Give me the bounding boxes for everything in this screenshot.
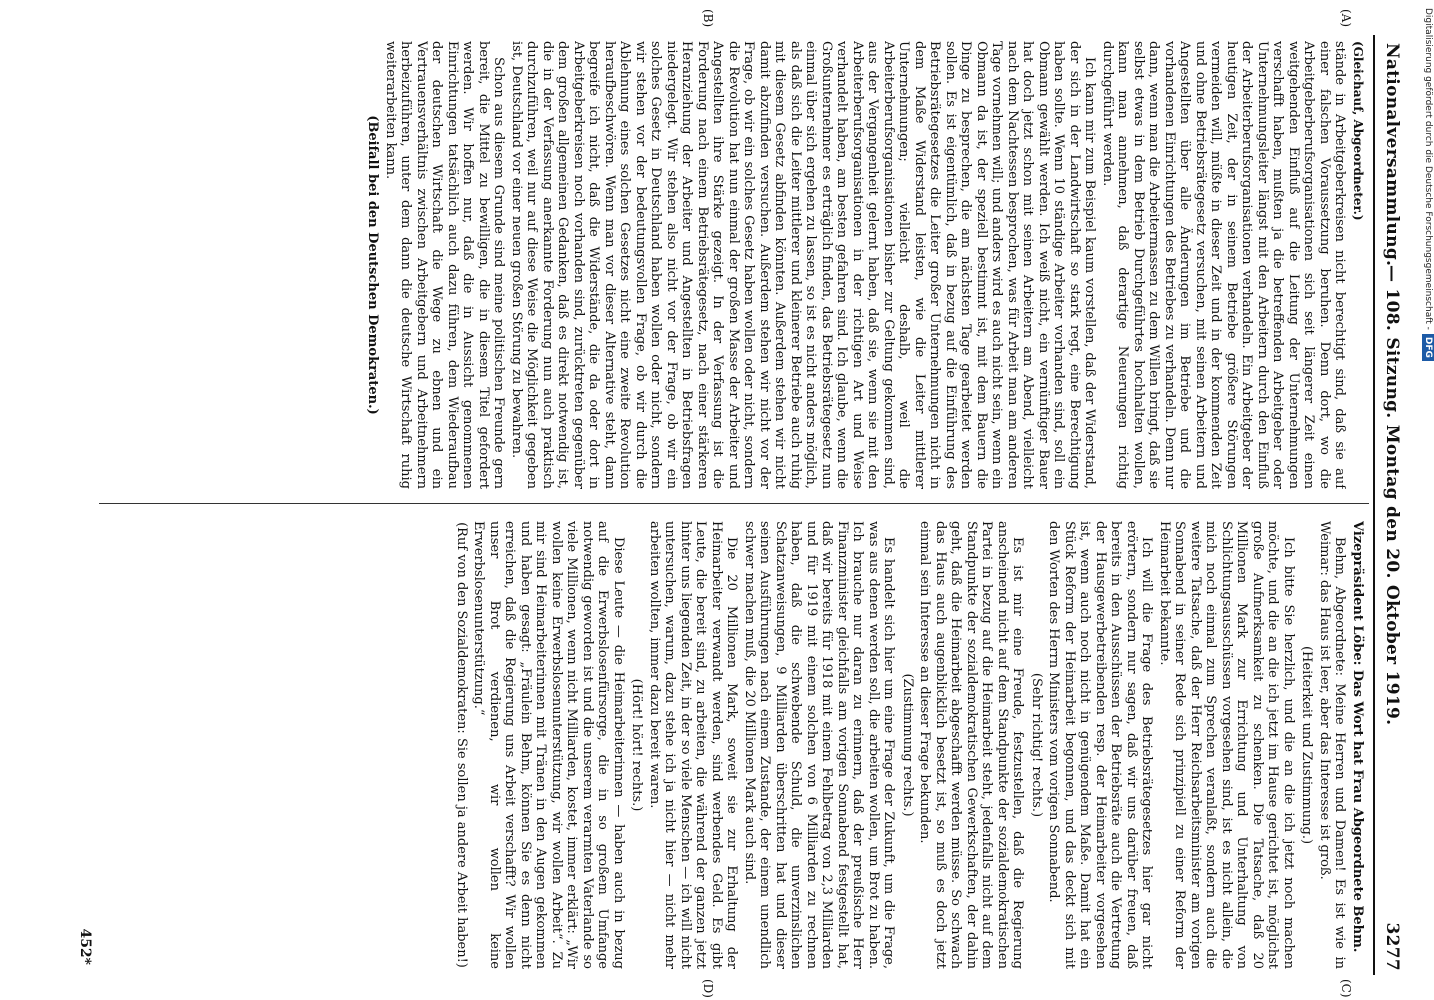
rotated-newspaper-page — [55, 9, 1405, 998]
page-signature: 452* — [77, 928, 93, 965]
right-paragraph-3: Es ist mir eine Freude, festzustellen, daß die Regierung anscheinend nicht auf dem Standpunkte der sozialdemokratischen Partei in bezug auf die Heimarbeit steht, jedenfalls nicht auf dem Standpunkte der sozialdemokratischen Gewerkschaften, der dahin geht, daß die Heimarbeit abgeschafft werden müsse. So schwach das Haus auch augenblicklich besetzt ist, so muß es doch jetzt einmal sein Interesse an dieser Frage bekunden. — [917, 521, 1026, 969]
behm-intro: Behm, Abgeordnete: Meine Herren und Damen! Es ist wie in Weimar: das Haus ist leer, aber das Interesse ist groß. — [1317, 521, 1348, 969]
dfg-credit-text-wrap — [1422, 8, 1434, 998]
interjection-1: (Heiterkeit und Zustimmung.) — [1299, 645, 1315, 845]
margin-letter-d: (D) — [701, 979, 715, 998]
left-closing-note: (Beifall bei den Deutschen Demokraten.) — [365, 115, 381, 415]
column-divider — [99, 503, 1369, 504]
margin-letter-b: (B) — [701, 9, 715, 28]
interjection-5: (Ruf von den Sozialdemokraten: Sie sollen ja andere Arbeit haben!) — [454, 522, 469, 968]
header-left: Nationalversammlung. — [1382, 43, 1402, 267]
header-center: — 108. Sitzung. Montag den 20. Oktober 1919. — [1382, 265, 1402, 726]
interjection-4: (Hört! hört! rechts.) — [629, 678, 645, 812]
left-paragraph-1: stände in Arbeitgeberkreisen nicht berechtigt sind, daß sie auf einer falschen Voraussetzung beruhen. Denn dort, wo die Arbeitgeberberufsorganisationen sich seit längerer Zeit einen weitgehenden Einfluß auf die Leitung der Unternehmungen verschafft haben, mußten ja die betreffenden Arbeitgeber oder Unternehmungsleiter längst mit den Arbeitern durch den Einfluß der Arbeiterberufsorganisationen verhandeln. Ein Arbeitgeber der heutigen Zeit, der in seinem Betriebe größere Störungen vermeiden will, müßte in dieser Zeit und in der kommenden Zeit und ohne Betriebsrätegesetz versuchen, mit seinen Arbeitern und Angestellten über alle Änderungen im Betriebe und die vorhandenen Einrichtungen des Betriebes zu verhandeln. Denn nur dann, wenn man die Arbeitermassen zu dem Willen bringt, daß sie selbst etwas in dem Betrieb Durchgeführtes hochhalten wollen, kann man annehmen, daß derartige Neuerungen richtig durchgeführt werden. — [1100, 41, 1348, 489]
right-paragraph-6: Diese Leute — die Heimarbeiterinnen — haben auch in bezug auf die Erwerbslosenfürsorge, die in so großem Umfange notwendig geworden ist und die unserem verarmten Vaterlande so viele Millionen, wenn nicht Milliarden, kostet, immer erklärt: „Wir wollen keine Erwerbslosenunterstützung, wir wollen Arbeit“. Zu mir sind Heimarbeiterinnen mit Tränen in den Augen gekommen und haben gesagt: „Fräulein Behm, können Sie es denn nicht erreichen, daß die Regierung uns Arbeit verschafft? Wir wollen unser Brot verdienen, wir wollen keine Erwerbslosenunterstützung.“ — [471, 521, 626, 969]
page-number: 3277 — [1382, 922, 1402, 971]
right-paragraph-4: Es handelt sich hier um eine Frage der Zukunft, um die Frage, was aus denen werden soll, die arbeiten wollen, um Brot zu haben. Ich brauche nur daran zu erinnern, daß der preußische Herr Finanzminister gleichfalls am vorigen Sonnabend festgestellt hat, daß wir bereits für 1918 mit einem Fehlbetrag von 2,3 Milliarden und für 1919 mit einem solchen von 6 Milliarden zu rechnen haben, daß die schwebende Schuld, die unverzinslichen Schatzanweisungen, 9 Milliarden überschritten hat und dieser seinen Ausführungen nach einem Zustande, der einem unendlich schwer machen muß, die 20 Millionen Mark auch sind. — [742, 521, 897, 969]
right-paragraph-1: Ich bitte Sie herzlich, und die an die ich jetzt noch machen möchte, und die an die ich jetzt im Hause gerichtet ist, möglichst große Aufmerksamkeit zu schenken. Die Tatsache, daß 20 Millionen Mark zur Errichtung und Unterhaltung von Schlichtungsausschüssen vorgesehen sind, ist es nicht allein, die mich noch einmal zum Sprechen veranlaßt, sondern auch die weitere Tatsache, daß der Herr Reichsarbeitsminister am vorigen Sonnabend in seiner Rede sich prinzipiell zu einer Reform der Heimarbeit bekannte. — [1157, 521, 1296, 969]
margin-letter-a: (A) — [1339, 9, 1353, 28]
header-rule — [1373, 35, 1375, 975]
left-paragraph-3: Schon aus diesem Grunde sind meine politischen Freunde gern bereit, die Mittel zu bewilligen, die in diesem Titel gefordert werden. Wir hoffen nur, daß die in Aussicht genommenen Einrichtungen tatsächlich auch dazu führen, dem Wiederaufbau der deutschen Wirtschaft die Wege zu ebnen und ein Vertrauensverhältnis zwischen Arbeitgebern und Arbeitnehmern herbeizuführen, unter dem dann die deutsche Wirtschaft ruhig weiterarbeiten kann. — [383, 41, 507, 489]
page-header — [1379, 35, 1405, 975]
interjection-3: (Zustimmung rechts.) — [900, 673, 915, 817]
interjection-2: (Sehr richtig! rechts.) — [1029, 672, 1044, 818]
margin-letter-c: (C) — [1339, 979, 1353, 998]
dfg-credit — [1420, 8, 1434, 998]
right-paragraph-2: Ich will die Frage des Betriebsrätegesetzes hier gar nicht erörtern, sondern nur sagen, daß wir uns darüber freuen, daß bereits in den Ausschüssen der Betriebsräte auch die Vertretung der Hausgewerbetreibenden resp. der Heimarbeiter vorgesehen ist, wenn auch noch nicht in genügendem Maße. Damit hat ein Stück Reform der Heimarbeit begonnen, und das deckt sich mit den Worten des Herrn Ministers vom vorigen Sonnabend. — [1046, 521, 1155, 969]
dfg-logo: DFG — [1422, 334, 1434, 361]
speaker-label: (Gleichauf, Abgeordneter.) — [1351, 41, 1365, 221]
left-paragraph-2: Ich kann mir zum Beispiel kaum vorstellen, daß der Widerstand, der sich in der Landwirtschaft so stark regt, eine Berechtigung haben sollte. Wenn 10 ständige Arbeiter vorhanden sind, soll ein Obmann gewählt werden. Ich weiß nicht, ein vernünftiger Bauer hat doch jetzt schon mit seinen Arbeitern am Abend, vielleicht nach dem Nachtessen besprochen, was für Arbeit man am anderen Tage vornehmen will; und anders wird es auch nicht sein, wenn ein Obmann da ist, der speziell bestimmt ist, mit dem Bauern die Dinge zu besprechen, die am nächsten Tage gearbeitet werden sollen. Es ist eigentümlich, daß in bezug auf die Einführung des Betriebsrätegesetzes die Leiter großer Unternehmungen nicht in dem Maße Widerstand leisten, wie die Leiter mittlerer Unternehmungen; vielleicht deshalb, weil die Arbeiterberufsorganisationen bisher zur Geltung gekommen sind, aus der Vergangenheit gelernt haben, daß sie, wenn sie mit den Arbeiterberufsorganisationen in der richtigen Art und Weise verhandelt haben, am besten gefahren sind. Ich glaube, wenn die Großunternehmer es erträglich finden, das Betriebsrätegesetz nun einmal über sich ergehen zu lassen, so ist es nicht anders möglich, als daß sich die Leiter mittlerer und kleinerer Betriebe auch ruhig mit diesem Gesetz abfinden könnten. Außerdem stehen wir nicht damit abzufinden versuchen. Außerdem stehen wir nicht vor der Frage, ob wir ein solches Gesetz haben wollen oder nicht, sondern die Revolution hat nun einmal der großen Masse der Arbeiter und Angestellten ihre Stärke gezeigt. In der Verfassung ist die Forderung nach einem Betriebsrätegesetz, nach einer stärkeren Heranziehung der Arbeiter und Angestellten in Betriebsfragen niedergelegt. Wir stehen also nicht vor der Frage, ob wir ein solches Gesetz in Deutschland haben wollen oder nicht, sondern wir stehen vor der bedeutungsvollen Frage, ob wir durch die Ablehnung eines solchen Gesetzes nicht eine zweite Revolution heraufbeschwören. Wenn man vor dieser Alternative steht, dann begreife ich nicht, daß die Widerstände, die da oder dort in Arbeitgeberkreisen noch vorhanden sind, zurücktreten gegenüber dem großen allgemeinen Gedanken, daß es direkt notwendig ist, die in der Verfassung anerkannte Forderung nun auch praktisch durchzuführen, weil nur auf diese Weise die Möglichkeit gegeben ist, Deutschland vor einer neuen großen Störung zu bewahren. — [509, 41, 1098, 489]
right-paragraph-5: Die 20 Millionen Mark, soweit sie zur Erhaltung der Heimarbeiter verwandt werden, sind werbendes Geld. Es gibt Leute, die bereit sind, zu arbeiten, die während der ganzen jetzt hinter uns liegenden Zeit, in der so viele Menschen — ich will nicht untersuchen, warum, dazu stehe ich ja nicht hier — nicht mehr arbeiten wollten, immer dazu bereit waren. — [647, 521, 740, 969]
right-column — [105, 521, 1365, 969]
left-column — [105, 41, 1365, 489]
dfg-credit-text: Digitalisierung gefördert durch die Deutsche Forschungsgemeinschaft - — [1423, 8, 1433, 330]
vice-president-announcement: Vizepräsident Löbe: Das Wort hat Frau Abgeordnete Behm. — [1350, 521, 1365, 953]
